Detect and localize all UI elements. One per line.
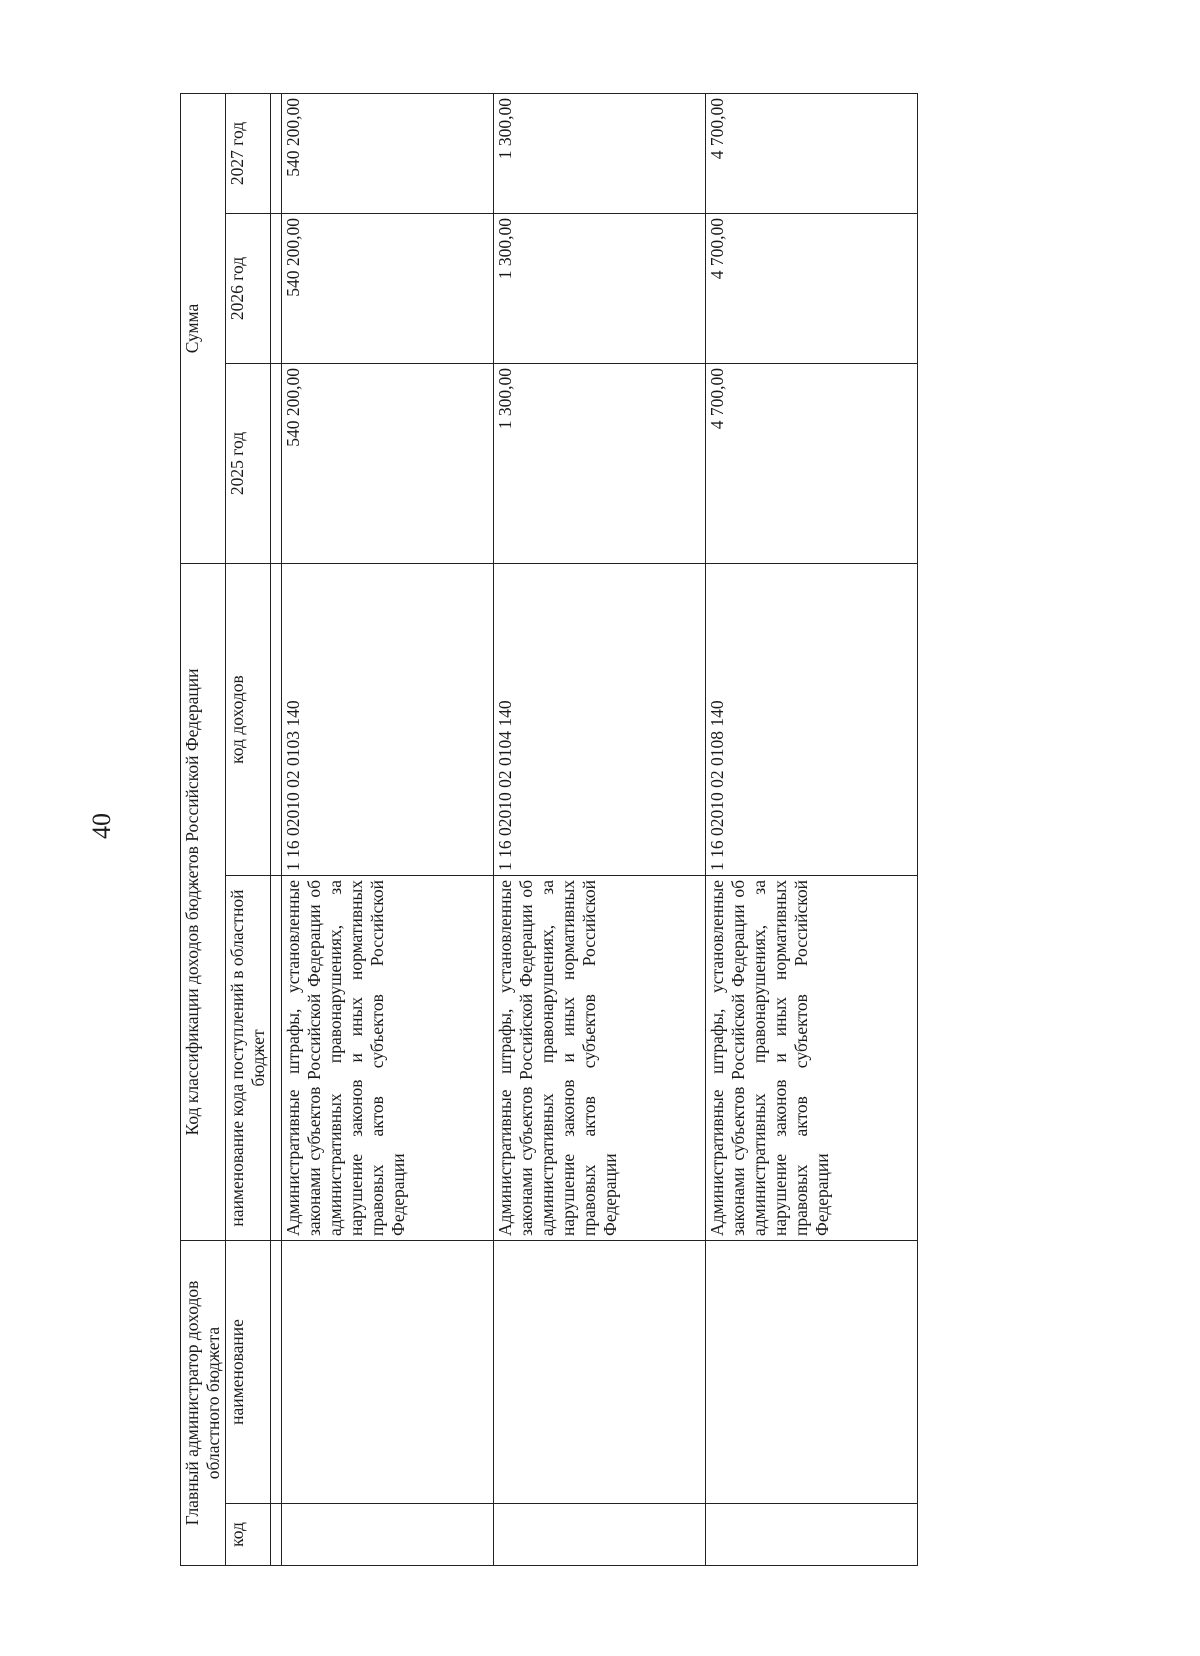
amount-2025-cell: 540 200,00 [282,364,494,564]
spacer-cell [271,1504,282,1566]
spacer-cell [271,564,282,876]
amount-2027-cell: 540 200,00 [282,93,494,213]
admin-code-cell [706,1504,918,1566]
admin-name-cell [282,1241,494,1504]
table-row [282,93,494,1565]
amount-2025-cell: 4 700,00 [706,364,918,564]
admin-group-header: Главный администратор доходов областного бюджета [181,1241,226,1566]
spacer-cell [271,364,282,564]
spacer-cell [271,93,282,213]
table-header-row-1 [181,93,226,1565]
income-name-cell: Административные штрафы, установленные законами субъектов Российской Федерации об административных правонарушениях, за нарушение законов и иных нормативных правовых актов субъектов Российской Федерации [282,876,494,1241]
page-number: 40 [87,813,116,839]
income-code-cell: 1 16 02010 02 0108 140 [706,564,918,876]
col-name-header: наименование [226,1241,271,1504]
col-year-2025-header: 2025 год [226,364,271,564]
col-year-2026-header: 2026 год [226,214,271,364]
amount-2027-cell: 1 300,00 [494,93,706,213]
col-income-code-header: код доходов [226,564,271,876]
admin-name-cell [494,1241,706,1504]
income-code-cell: 1 16 02010 02 0104 140 [494,564,706,876]
admin-code-cell [494,1504,706,1566]
spacer-cell [271,1241,282,1504]
amount-2025-cell: 1 300,00 [494,364,706,564]
table-spacer-row [271,93,282,1565]
col-income-name-header: наименование кода поступлений в областной бюджет [226,876,271,1241]
sum-group-header: Сумма [181,93,226,563]
amount-2026-cell: 4 700,00 [706,214,918,364]
amount-2027-cell: 4 700,00 [706,93,918,213]
spacer-cell [271,876,282,1241]
table-row [706,93,918,1565]
table-header-row-2 [226,93,271,1565]
income-name-cell: Административные штрафы, установленные законами субъектов Российской Федерации об административных правонарушениях, за нарушение законов и иных нормативных правовых актов субъектов Российской Федерации [494,876,706,1241]
admin-name-cell [706,1241,918,1504]
rotated-table-canvas [180,94,950,1566]
amount-2026-cell: 1 300,00 [494,214,706,364]
income-table [180,93,918,1566]
spacer-cell [271,214,282,364]
col-code-header: код [226,1504,271,1566]
income-code-cell: 1 16 02010 02 0103 140 [282,564,494,876]
amount-2026-cell: 540 200,00 [282,214,494,364]
income-name-cell: Административные штрафы, установленные законами субъектов Российской Федерации об административных правонарушениях, за нарушение законов и иных нормативных правовых актов субъектов Российской Федерации [706,876,918,1241]
col-year-2027-header: 2027 год [226,93,271,213]
admin-code-cell [282,1504,494,1566]
classification-group-header: Код классификации доходов бюджетов Российской Федерации [181,564,226,1241]
rotated-table-area [180,94,950,1566]
table-row [494,93,706,1565]
